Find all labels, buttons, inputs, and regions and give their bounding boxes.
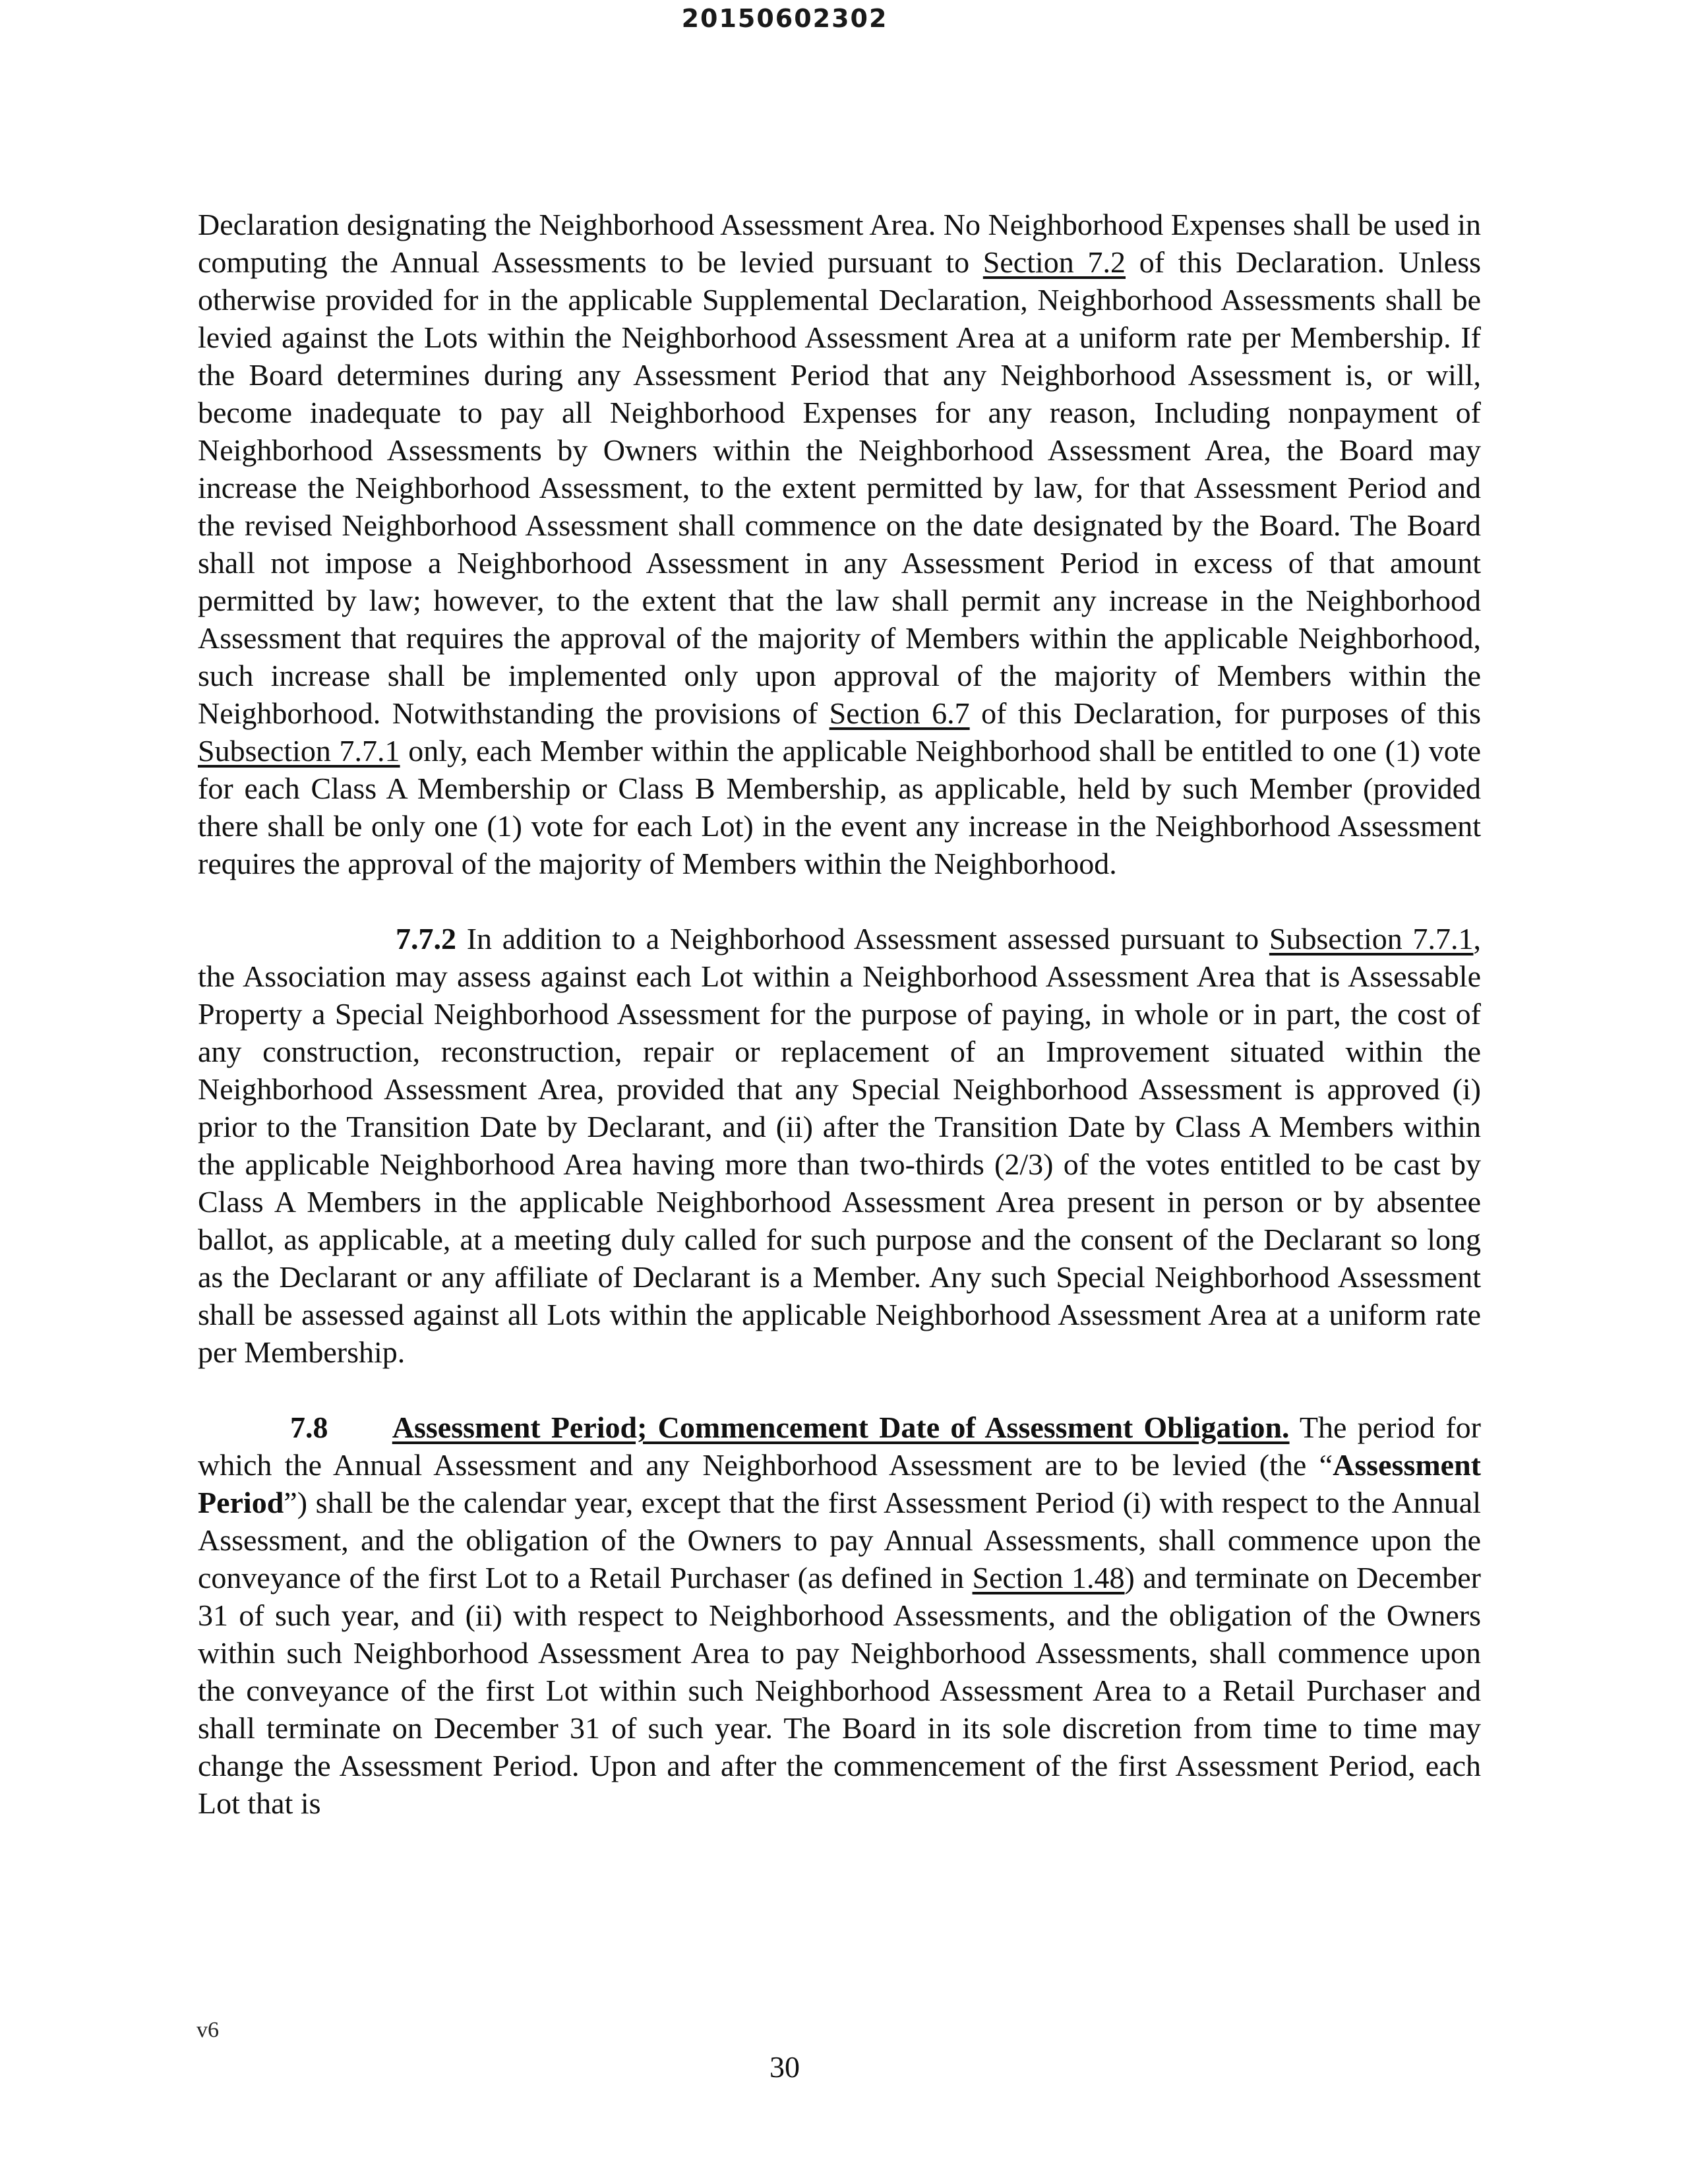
section-reference: Section 7.2 xyxy=(982,245,1126,279)
text-run: of this Declaration, for purposes of this xyxy=(969,696,1481,730)
paragraph-7-7-2 xyxy=(198,920,1481,1371)
document-body xyxy=(198,206,1481,1822)
version-label: v6 xyxy=(196,2018,219,2042)
text-run: Declaration designating the Neighborhood Assessment Area. No Neighborhood Expenses shall be used in computing the Annual Assessments to be levied pursuant to xyxy=(198,208,1481,279)
recording-number: 20150602302 xyxy=(681,4,888,33)
subsection-reference: Subsection 7.7.1 xyxy=(198,734,400,768)
subsection-reference: Subsection 7.7.1 xyxy=(1269,922,1474,956)
text-run: only, each Member within the applicable Neighborhood shall be entitled to one (1) vote for each Class A Membership or Class B Membership, as applicable, held by such Member (provided there shall be only one (1) vote for each Lot) in the event any increase in the Neighborhood Assessment requires the approval of the majority of Members within the Neighborhood. xyxy=(198,734,1481,880)
defined-term: Assessment Period xyxy=(198,1448,1481,1519)
text-run: , the Association may assess against each Lot within a Neighborhood Assessment Area that is Assessable Property a Special Neighborhood Assessment for the purpose of paying, in whole or in part, the cost of any construction, reconstruction, repair or replacement of an Improvement situated within the Neighborhood Assessment Area, provided that any Special Neighborhood Assessment is approved (i) prior to the Transition Date by Declarant, and (ii) after the Transition Date by Class A Members within the applicable Neighborhood Area having more than two-thirds (2/3) of the votes entitled to be cast by Class A Members in the applicable Neighborhood Assessment Area present in person or by absentee ballot, as applicable, at a meeting duly called for such purpose and the consent of the Declarant so long as the Declarant or any affiliate of Declarant is a Member. Any such Special Neighborhood Assessment shall be assessed against all Lots within the applicable Neighborhood Assessment Area at a uniform rate per Membership. xyxy=(198,922,1481,1369)
text-run: ”) shall be the calendar year, except that the first Assessment Period (i) with respect to the Annual Assessment, and the obligation of the Owners to pay Annual Assessments, shall commence upon the conveyance of the first Lot to a Retail Purchaser (as defined in xyxy=(198,1486,1481,1594)
page-number: 30 xyxy=(769,2050,800,2084)
section-reference: Section 6.7 xyxy=(829,696,970,730)
paragraph-7-8 xyxy=(198,1409,1481,1822)
section-reference: Section 1.48 xyxy=(972,1561,1125,1594)
section-number: 7.8 xyxy=(290,1410,328,1444)
subsection-number: 7.7.2 xyxy=(396,922,456,956)
section-heading: Assessment Period; Commencement Date of Assessment Obligation. xyxy=(392,1410,1290,1444)
text-run: The period for which the Annual Assessment and any Neighborhood Assessment are to be levied (the “ xyxy=(198,1410,1482,1482)
text-run: In addition to a Neighborhood Assessment assessed pursuant to xyxy=(456,922,1269,956)
paragraph-7-7-1-continued xyxy=(198,206,1481,882)
text-run: of this Declaration. Unless otherwise provided for in the applicable Supplemental Declaration, Neighborhood Assessments shall be levied against the Lots within the Neighborhood Assessment Area at a uniform rate per Membership. If the Board determines during any Assessment Period that any Neighborhood Assessment is, or will, become inadequate to pay all Neighborhood Expenses for any reason, Including nonpayment of Neighborhood Assessments by Owners within the Neighborhood Assessment Area, the Board may increase the Neighborhood Assessment, to the extent permitted by law, for that Assessment Period and the revised Neighborhood Assessment shall commence on the date designated by the Board. The Board shall not impose a Neighborhood Assessment in any Assessment Period in excess of that amount permitted by law; however, to the extent that the law shall permit any increase in the Neighborhood Assessment that requires the approval of the majority of Members within the applicable Neighborhood, such increase shall be implemented only upon approval of the majority of Members within the Neighborhood. Notwithstanding the provisions of xyxy=(198,245,1481,730)
text-run: ) and terminate on December 31 of such year, and (ii) with respect to Neighborhood Assessments, and the obligation of the Owners within such Neighborhood Assessment Area to pay Neighborhood Assessments, shall commence upon the conveyance of the first Lot within such Neighborhood Assessment Area to a Retail Purchaser and shall terminate on December 31 of such year. The Board in its sole discretion from time to time may change the Assessment Period. Upon and after the commencement of the first Assessment Period, each Lot that is xyxy=(198,1561,1481,1820)
